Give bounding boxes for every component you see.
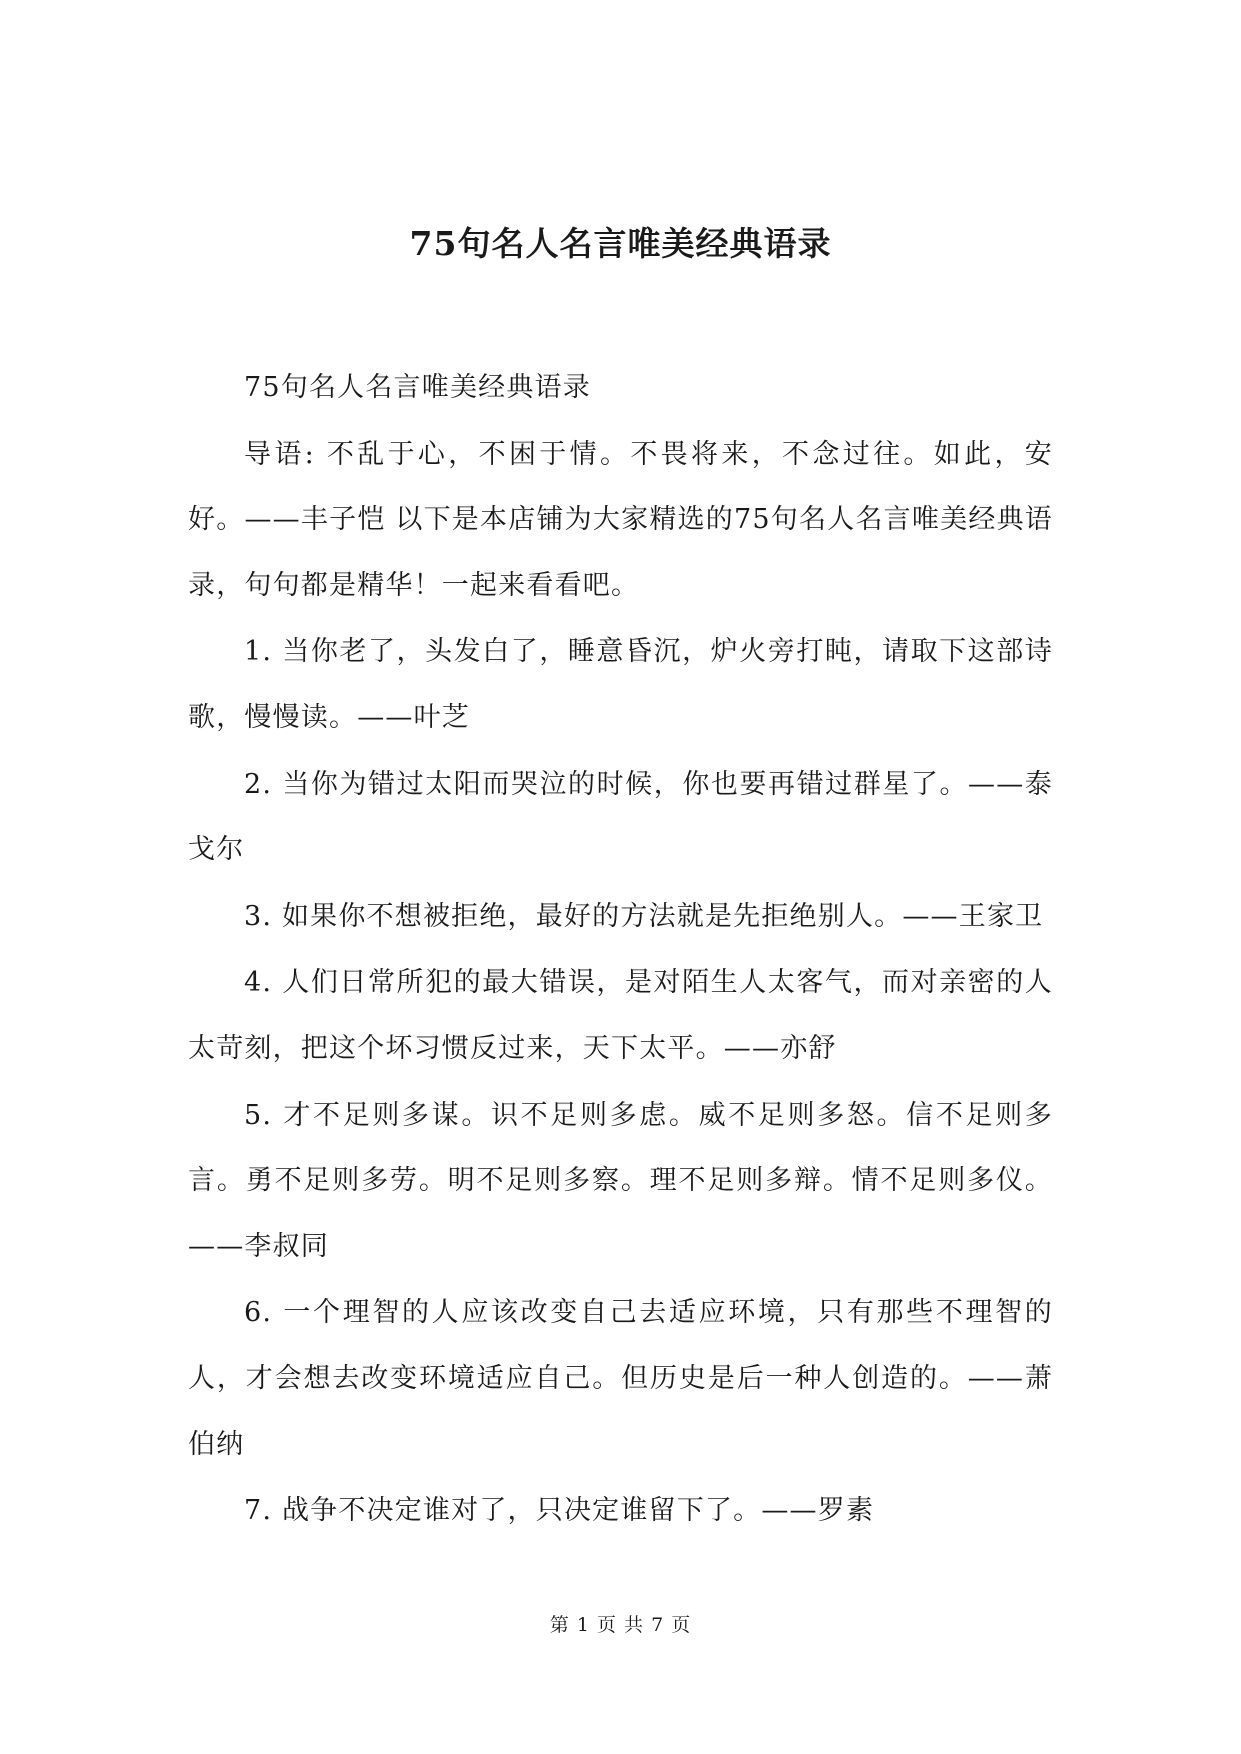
footer-middle: 页 共 (596, 1614, 645, 1636)
paragraph-subtitle: 75句名人名言唯美经典语录 (244, 372, 591, 403)
footer-page-number: 1 (576, 1614, 590, 1636)
quote-item-7: 7. 战争不决定谁对了，只决定谁留下了。——罗素 (244, 1495, 875, 1527)
document-title: 75句名人名言唯美经典语录 (409, 224, 832, 263)
quote-item-6: 6. 一个理智的人应该改变自己去适应环境，只有那些不理智的人，才会想去改变环境适应自己。但历史是后一种人创造的。——萧伯纳 (188, 1297, 1053, 1460)
page-footer (0, 1612, 1241, 1638)
footer-prefix: 第 (549, 1614, 570, 1636)
quote-item-4: 4. 人们日常所犯的最大错误，是对陌生人太客气，而对亲密的人太苛刻，把这个坏习惯反过来，天下太平。——亦舒 (188, 967, 1053, 1064)
quote-item-1: 1. 当你老了，头发白了，睡意昏沉，炉火旁打盹，请取下这部诗歌，慢慢读。——叶芝 (188, 636, 1053, 733)
footer-suffix: 页 (671, 1614, 692, 1636)
document-body (188, 355, 1053, 1545)
quote-item-2: 2. 当你为错过太阳而哭泣的时候，你也要再错过群星了。——泰戈尔 (188, 768, 1053, 866)
footer-total-pages: 7 (651, 1614, 665, 1636)
quote-item-5: 5. 才不足则多谋。识不足则多虑。威不足则多怒。信不足则多言。勇不足则多劳。明不足则多察。理不足则多辩。情不足则多仪。——李叔同 (188, 1099, 1053, 1262)
paragraph-intro: 导语: 不乱于心，不困于情。不畏将来，不念过往。如此，安好。——丰子恺 以下是本店铺为大家精选的75句名人名言唯美经典语录，句句都是精华！一起来看看吧。 (188, 438, 1053, 601)
quote-item-3: 3. 如果你不想被拒绝，最好的方法就是先拒绝别人。——王家卫 (244, 900, 1044, 932)
